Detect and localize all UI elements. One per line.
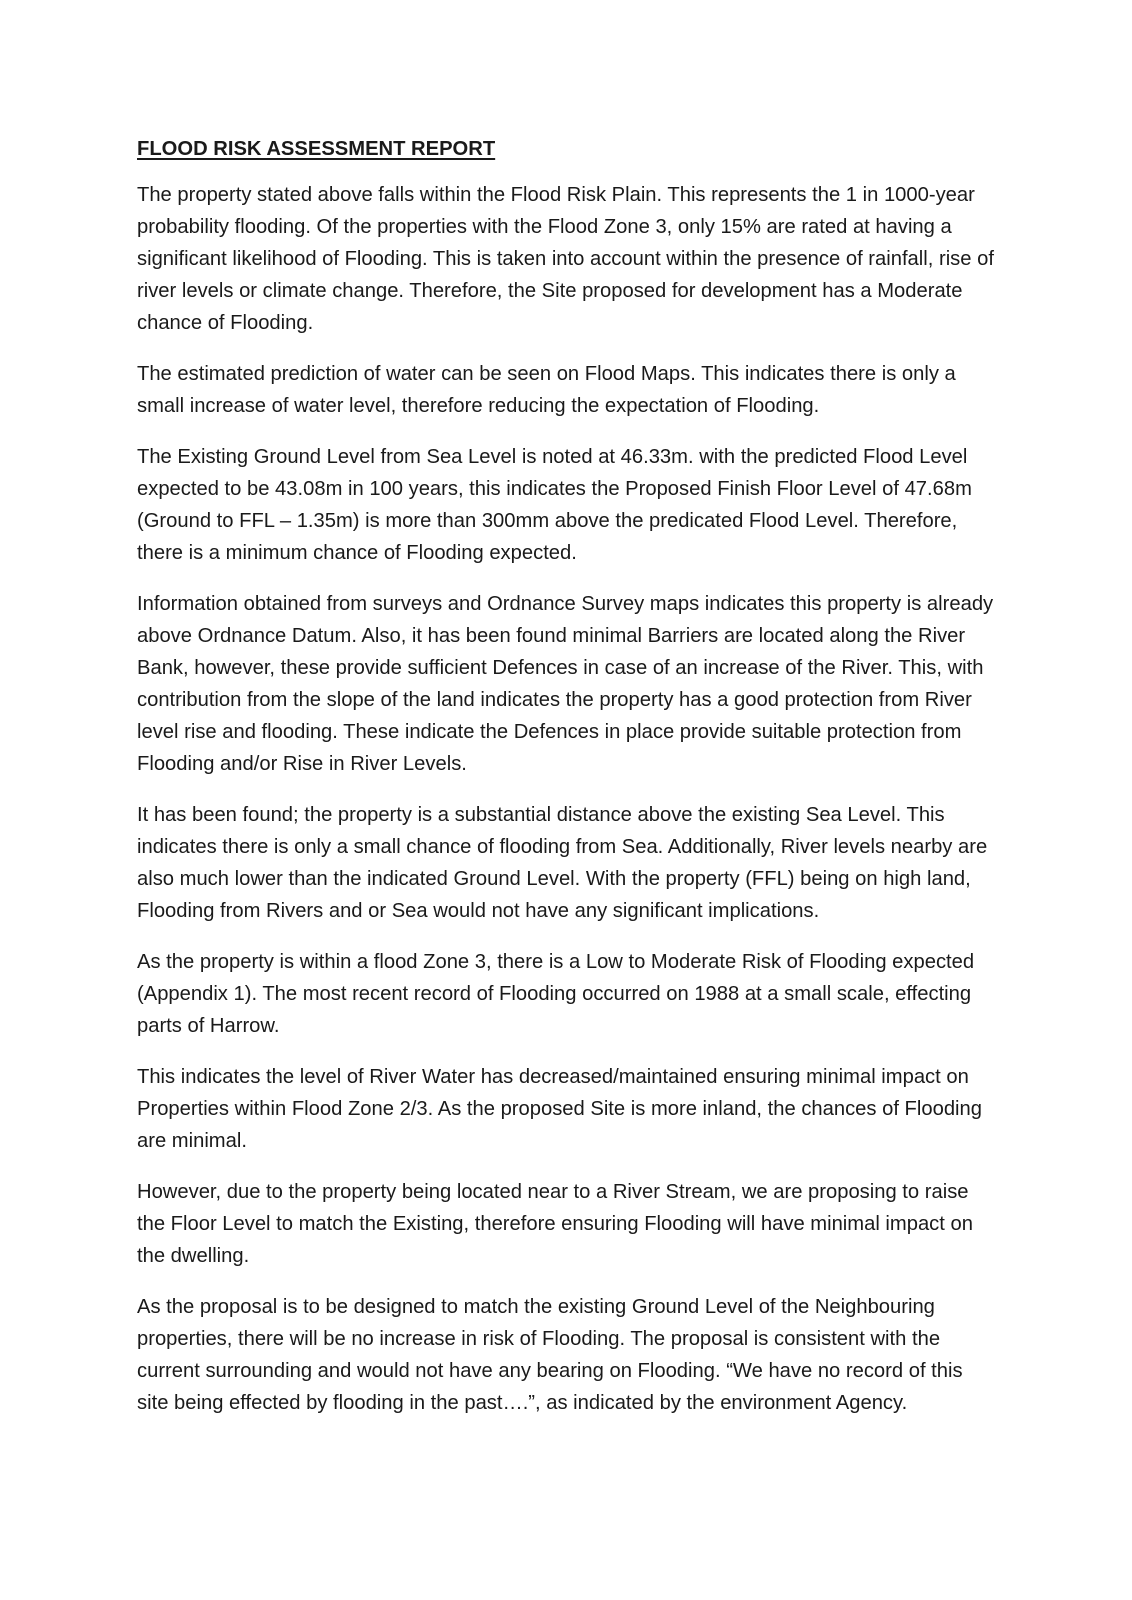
paragraph-ground-level: The Existing Ground Level from Sea Level is noted at 46.33m. with the predicted Flood Level expected to be 43.08m in 100 years, this indicates the Proposed Finish Floor Level of 47.68m (Ground to FFL – 1.35m) is more than 300mm above the predicated Flood Level. Therefore, there is a minimum chance of Flooding expected. (137, 446, 972, 564)
paragraph-flood-risk-plain: The property stated above falls within the Flood Risk Plain. This represents the 1 in 1000-year probability flooding. Of the properties with the Flood Zone 3, only 15% are rated at having a significant likelihood of Flooding. This is taken into account within the presence of rainfall, rise of river levels or climate change. Therefore, the Site proposed for development has a Moderate chance of Flooding. (137, 184, 994, 334)
paragraph-flood-zone: As the property is within a flood Zone 3, there is a Low to Moderate Risk of Flooding expected (Appendix 1). The most recent record of Flooding occurred on 1988 at a small scale, effecting parts of Harrow. (137, 951, 975, 1037)
paragraph-floor-level: However, due to the property being located near to a River Stream, we are proposing to raise the Floor Level to match the Existing, therefore ensuring Flooding will have minimal impact on the dwelling. (137, 1181, 973, 1267)
paragraph-flood-maps: The estimated prediction of water can be seen on Flood Maps. This indicates there is only a small increase of water level, therefore reducing the expectation of Flooding. (137, 363, 956, 417)
paragraph-river-water: This indicates the level of River Water has decreased/maintained ensuring minimal impact on Properties within Flood Zone 2/3. As the proposed Site is more inland, the chances of Flooding are minimal. (137, 1066, 982, 1152)
paragraph-ordnance-survey: Information obtained from surveys and Ordnance Survey maps indicates this property is already above Ordnance Datum. Also, it has been found minimal Barriers are located along the River Bank, however, these provide sufficient Defences in case of an increase of the River. This, with contribution from the slope of the land indicates the property has a good protection from River level rise and flooding. These indicate the Defences in place provide suitable protection from Flooding and/or Rise in River Levels. (137, 593, 994, 775)
paragraph-sea-level: It has been found; the property is a substantial distance above the existing Sea Level. This indicates there is only a small chance of flooding from Sea. Additionally, River levels nearby are also much lower than the indicated Ground Level. With the property (FFL) being on high land, Flooding from Rivers and or Sea would not have any significant implications. (137, 804, 988, 922)
report-title: FLOOD RISK ASSESSMENT REPORT (137, 138, 496, 160)
paragraph-conclusion: As the proposal is to be designed to match the existing Ground Level of the Neighbouring properties, there will be no increase in risk of Flooding. The proposal is consistent with the current surrounding and would not have any bearing on Flooding. “We have no record of this site being effected by flooding in the past….”, as indicated by the environment Agency. (137, 1296, 963, 1414)
document-body (137, 133, 999, 1438)
